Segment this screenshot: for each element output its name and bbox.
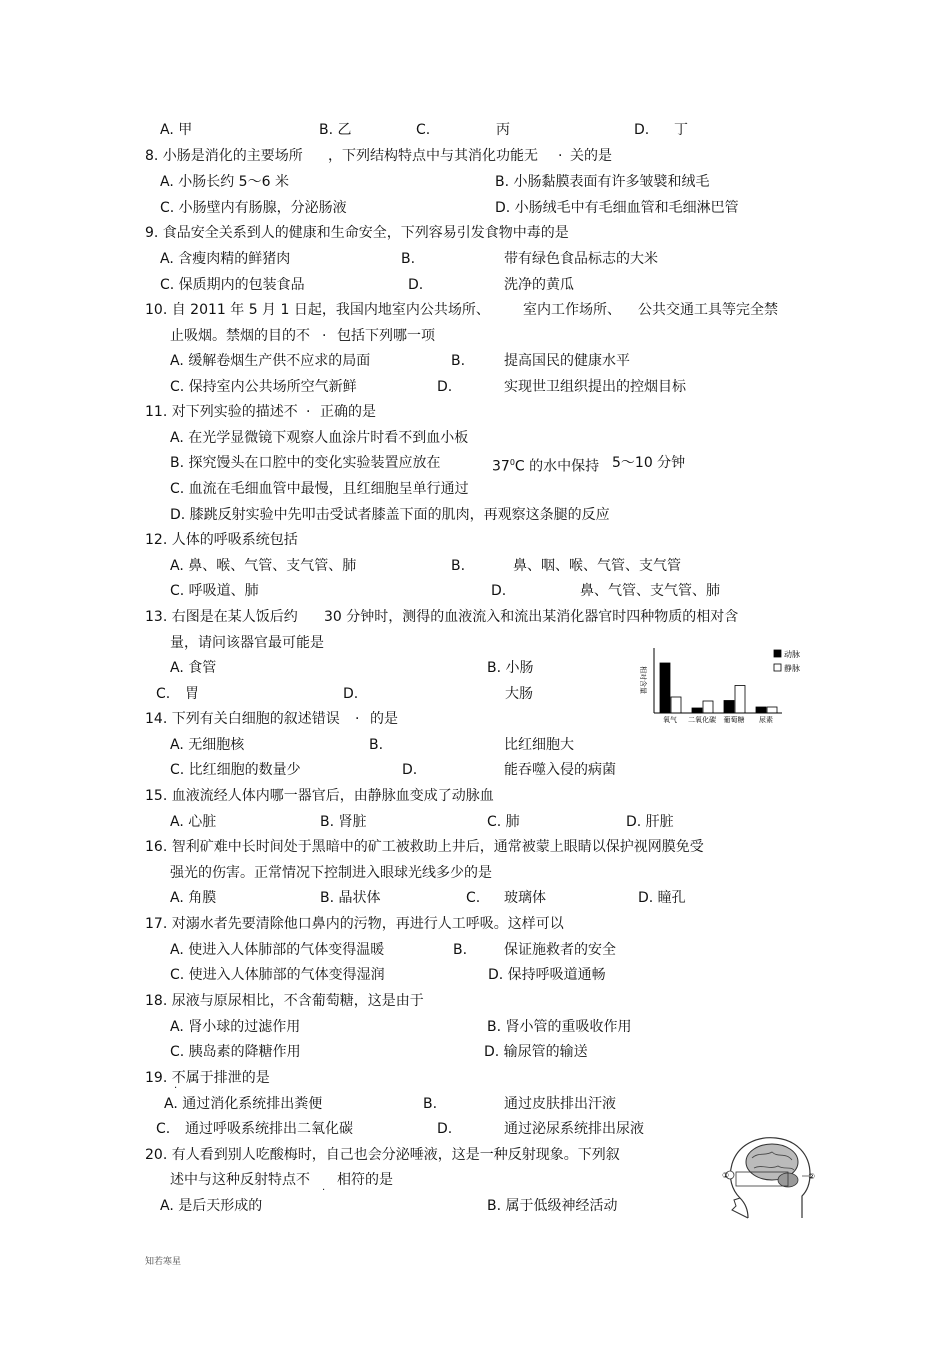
q17-stem: 17. 对溺水者先要清除他口鼻内的污物，再进行人工呼吸。这样可以 xyxy=(145,916,564,932)
q8-stem-part1: 8. 小肠是消化的主要场所 xyxy=(145,148,303,164)
q12-option-b-text: 鼻、咽、喉、气管、支气管 xyxy=(513,558,681,574)
page-footer: 知若寒星 xyxy=(145,1257,182,1267)
chart-x-tick-label: 二氧化碳 xyxy=(688,716,716,724)
chart-bar-静脉-尿素 xyxy=(767,707,777,713)
q13-stem-line1-part2: 30 分钟时，测得的血液流入和流出某消化器官时四种物质的相对含 xyxy=(324,609,739,625)
q9-option-c: C. 保质期内的包装食品 xyxy=(160,277,305,293)
face-profile xyxy=(732,1198,748,1218)
q11-option-c: C. 血流在毛细血管中最慢，且红细胞呈单行通过 xyxy=(170,481,469,497)
q10-option-c: C. 保持室内公共场所空气新鲜 xyxy=(170,379,357,395)
q10-stem-line1-part1: 10. 自 2011 年 5 月 1 日起，我国内地室内公共场所、 xyxy=(145,302,490,318)
q18-option-a: A. 肾小球的过滤作用 xyxy=(170,1019,301,1035)
q8-option-a: A. 小肠长约 5～6 米 xyxy=(160,174,289,190)
q14-option-a: A. 无细胞核 xyxy=(170,737,245,753)
q18-option-b: B. 肾小管的重吸收作用 xyxy=(487,1019,632,1035)
chart-bar-静脉-葡萄糖 xyxy=(735,686,745,714)
q19-option-b-text: 通过皮肤排出汗液 xyxy=(504,1096,616,1112)
q13-option-d-letter: D. xyxy=(343,686,359,702)
q14-option-c: C. 比红细胞的数量少 xyxy=(170,762,301,778)
q14-emphasis-dot: · xyxy=(355,711,360,727)
q9-stem: 9. 食品安全关系到人的健康和生命安全，下列容易引发食物中毒的是 xyxy=(145,225,569,241)
q10-option-d-letter: D. xyxy=(437,379,453,395)
q11-option-d: D. 膝跳反射实验中先叩击受试者膝盖下面的肌肉，再观察这条腿的反应 xyxy=(170,507,610,523)
q13-option-d-text: 大肠 xyxy=(505,686,533,702)
q19-option-a: A. 通过消化系统排出粪便 xyxy=(164,1096,323,1112)
q19-option-c-text: 通过呼吸系统排出二氧化碳 xyxy=(185,1121,353,1137)
q10-option-b-letter: B. xyxy=(451,353,466,369)
q10-stem-line1-part2: 室内工作场所、 xyxy=(523,302,621,318)
chart-bar-动脉-二氧化碳 xyxy=(692,708,702,713)
q15-option-c: C. 肺 xyxy=(487,814,520,830)
q16-option-c-text: 玻璃体 xyxy=(504,890,546,906)
q19-option-d-letter: D. xyxy=(437,1121,453,1137)
q14-stem-part2: 的是 xyxy=(370,711,398,727)
chart-bar-动脉-氧气 xyxy=(660,663,670,713)
q13-option-c-text: 胃 xyxy=(185,686,199,702)
q17-option-b-letter: B. xyxy=(453,942,468,958)
q20-emphasis-dot: · xyxy=(322,1185,326,1196)
q20-option-a: A. 是后天形成的 xyxy=(160,1198,263,1214)
q12-stem: 12. 人体的呼吸系统包括 xyxy=(145,532,298,548)
q8-option-d: D. 小肠绒毛中有毛细血管和毛细淋巴管 xyxy=(495,200,739,216)
q12-option-d-text: 鼻、气管、支气管、肺 xyxy=(580,583,720,599)
q15-option-d: D. 肝脏 xyxy=(626,814,674,830)
chart-x-tick-label: 氧气 xyxy=(663,716,677,724)
q15-option-a: A. 心脏 xyxy=(170,814,217,830)
chart-legend-swatch xyxy=(774,650,781,657)
q20-stem-line2-part1: 述中与这种反射特点不 xyxy=(170,1172,310,1188)
q20-stem-line1: 20. 有人看到别人吃酸梅时，自己也会分泌唾液，这是一种反射现象。下列叙 xyxy=(145,1147,620,1163)
q7-option-a: A. 甲 xyxy=(160,122,193,138)
q10-stem-line2-part2: 包括下列哪一项 xyxy=(337,328,435,344)
q10-option-a: A. 缓解卷烟生产供不应求的局面 xyxy=(170,353,371,369)
q10-emphasis-dot: · xyxy=(322,328,327,344)
chart-x-tick-label: 葡萄糖 xyxy=(723,716,745,724)
q16-option-b: B. 晶状体 xyxy=(320,890,381,906)
q13-bar-chart xyxy=(632,640,814,730)
q20-stem-line2-part2: 相符的是 xyxy=(337,1172,393,1188)
q9-option-b-text: 带有绿色食品标志的大米 xyxy=(504,251,658,267)
q8-emphasis-dot: · xyxy=(558,148,563,164)
q7-option-d-text: 丁 xyxy=(674,122,688,138)
q12-option-a: A. 鼻、喉、气管、支气管、肺 xyxy=(170,558,357,574)
q8-stem-part2: ，下列结构特点中与其消化功能无 xyxy=(328,148,538,164)
chart-bar-静脉-二氧化碳 xyxy=(703,701,713,713)
q11-stem-part1: 11. 对下列实验的描述不 xyxy=(145,404,298,420)
q14-option-b-text: 比红细胞大 xyxy=(504,737,574,753)
q9-option-d-text: 洗净的黄瓜 xyxy=(504,277,574,293)
chart-legend-label: 动脉 xyxy=(784,650,800,659)
q14-option-b-letter: B. xyxy=(369,737,384,753)
q19-option-b-letter: B. xyxy=(423,1096,438,1112)
q10-option-d-text: 实现世卫组织提出的控烟目标 xyxy=(504,379,686,395)
q11-emphasis-dot: · xyxy=(306,404,311,420)
q7-option-d-letter: D. xyxy=(634,122,650,138)
q7-option-c-text: 丙 xyxy=(496,122,510,138)
q15-stem: 15. 血液流经人体内哪一器官后，由静脉血变成了动脉血 xyxy=(145,788,494,804)
q14-option-d-text: 能吞噬入侵的病菌 xyxy=(504,762,616,778)
q11-option-b-duration: 5～10 分钟 xyxy=(612,455,686,471)
q18-option-c: C. 胰岛素的降糖作用 xyxy=(170,1044,301,1060)
q16-option-c-letter: C. xyxy=(466,890,481,906)
chart-bar-动脉-尿素 xyxy=(756,707,766,713)
q13-option-c-letter: C. xyxy=(156,686,171,702)
q19-stem: 19. 不属于排泄的是 xyxy=(145,1070,270,1086)
q7-option-c-letter: C. xyxy=(416,122,431,138)
q16-stem-line1: 16. 智利矿难中长时间处于黑暗中的矿工被救助上井后，通常被蒙上眼睛以保护视网膜免受 xyxy=(145,839,704,855)
q10-stem-line1-part3: 公共交通工具等完全禁 xyxy=(638,302,778,318)
q8-option-b: B. 小肠黏膜表面有许多皱襞和绒毛 xyxy=(495,174,710,190)
q10-stem-line2-part1: 止吸烟。禁烟的目的不 xyxy=(170,328,310,344)
q19-option-d-text: 通过泌尿系统排出尿液 xyxy=(504,1121,644,1137)
chart-x-tick-label: 尿素 xyxy=(759,716,773,724)
chart-legend-label: 静脉 xyxy=(784,664,800,673)
q8-option-c: C. 小肠壁内有肠腺，分泌肠液 xyxy=(160,200,347,216)
q8-stem-part3: 关的是 xyxy=(570,148,612,164)
q19-option-c-letter: C. xyxy=(156,1121,171,1137)
q11-option-b-temp: $37^0C$ 的水中保持 xyxy=(492,458,600,475)
q18-stem: 18. 尿液与原尿相比，不含葡萄糖，这是由于 xyxy=(145,993,424,1009)
q9-option-d-letter: D. xyxy=(408,277,424,293)
q11-option-b-part1: B. 探究馒头在口腔中的变化实验装置应放在 xyxy=(170,455,441,471)
q13-stem-line2: 量，请问该器官最可能是 xyxy=(170,635,324,651)
q9-option-a: A. 含瘦肉精的鲜猪肉 xyxy=(160,251,291,267)
brain-label-right: ② xyxy=(808,1172,816,1181)
q11-option-a: A. 在光学显微镜下观察人血涂片时看不到血小板 xyxy=(170,430,469,446)
q13-option-b: B. 小肠 xyxy=(487,660,534,676)
q17-option-c: C. 使进入人体肺部的气体变得湿润 xyxy=(170,967,385,983)
chart-bar-静脉-氧气 xyxy=(671,697,681,713)
q20-option-b: B. 属于低级神经活动 xyxy=(487,1198,618,1214)
brain-label-left: ① xyxy=(722,1171,730,1180)
q7-option-b: B. 乙 xyxy=(319,122,352,138)
q14-stem-part1: 14. 下列有关白细胞的叙述错误 xyxy=(145,711,340,727)
chart-y-label: 相对含量 xyxy=(639,666,647,694)
q11-temp-value: 37 xyxy=(492,458,510,475)
q12-option-c: C. 呼吸道、肺 xyxy=(170,583,259,599)
q10-option-b-text: 提高国民的健康水平 xyxy=(504,353,630,369)
q11-option-b-part3: C 的水中保持 xyxy=(514,458,600,475)
chart-legend-swatch xyxy=(774,664,781,671)
q13-stem-line1-part1: 13. 右图是在某人饭后约 xyxy=(145,609,298,625)
q17-option-b-text: 保证施救者的安全 xyxy=(504,942,616,958)
q9-option-b-letter: B. xyxy=(401,251,416,267)
q17-option-a: A. 使进入人体肺部的气体变得温暖 xyxy=(170,942,385,958)
chart-bar-动脉-葡萄糖 xyxy=(724,701,734,714)
brain-head-diagram xyxy=(718,1130,818,1225)
q16-stem-line2: 强光的伤害。正常情况下控制进入眼球光线多少的是 xyxy=(170,865,492,881)
q18-option-d: D. 输尿管的输送 xyxy=(484,1044,588,1060)
q12-option-b-letter: B. xyxy=(451,558,466,574)
q13-option-a: A. 食管 xyxy=(170,660,217,676)
q14-option-d-letter: D. xyxy=(402,762,418,778)
q16-option-d: D. 瞳孔 xyxy=(638,890,686,906)
q17-option-d: D. 保持呼吸道通畅 xyxy=(488,967,606,983)
q16-option-a: A. 角膜 xyxy=(170,890,217,906)
q11-stem-part2: 正确的是 xyxy=(320,404,376,420)
q15-option-b: B. 肾脏 xyxy=(320,814,367,830)
q19-emphasis-dot: · xyxy=(174,1083,178,1094)
q12-option-d-letter: D. xyxy=(491,583,507,599)
